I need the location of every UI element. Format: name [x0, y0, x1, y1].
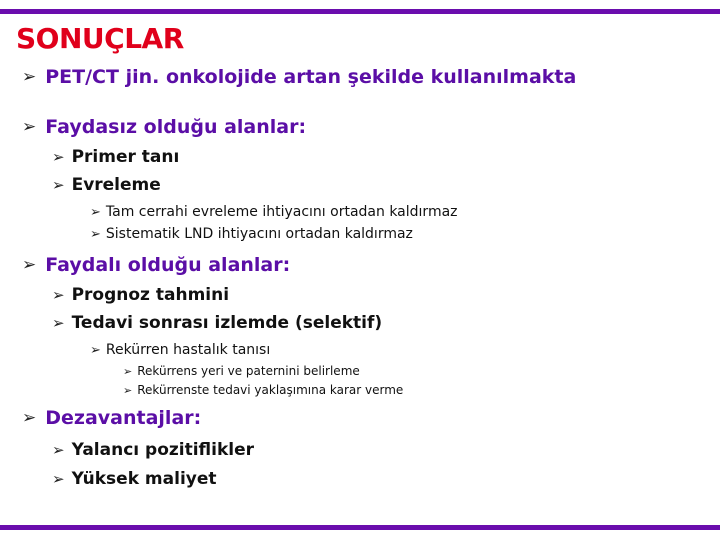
- bullet-text: Dezavantajlar:: [45, 407, 202, 429]
- bullet-text: PET/CT jin. onkolojide artan şekilde kullanılmakta: [45, 66, 577, 88]
- bullet-text: Faydalı olduğu alanlar:: [45, 254, 291, 276]
- bullet-evreleme: [52, 175, 161, 195]
- bullet-yalanci: [52, 440, 254, 460]
- bullet-sistematik-lnd: [90, 226, 413, 242]
- bullet-text: Yalancı pozitiflikler: [71, 440, 255, 460]
- bullet-text: Rekürrens yeri ve paternini belirleme: [137, 364, 360, 378]
- arrow-bullet-icon: ➢: [22, 67, 37, 87]
- bullet-rekurren: [90, 342, 270, 358]
- bullet-tam-cerrahi: [90, 204, 458, 220]
- slide-title: SONUÇLAR: [16, 22, 184, 55]
- bullet-text: Prognoz tahmini: [71, 285, 230, 305]
- arrow-bullet-icon: ➢: [123, 364, 133, 378]
- bullet-text: Evreleme: [71, 175, 161, 195]
- bullet-rekurrens-yeri: [123, 364, 360, 378]
- arrow-bullet-icon: ➢: [22, 408, 37, 428]
- bullet-prognoz: [52, 285, 229, 305]
- bullet-faydasiz: [22, 116, 306, 138]
- arrow-bullet-icon: ➢: [22, 117, 37, 137]
- bullet-primer-tani: [52, 147, 179, 167]
- bullet-text: Tam cerrahi evreleme ihtiyacını ortadan kaldırmaz: [105, 204, 458, 220]
- arrow-bullet-icon: ➢: [123, 383, 133, 397]
- bullet-text: Primer tanı: [71, 147, 180, 167]
- bullet-rekurrenste-tedavi: [123, 383, 403, 397]
- arrow-bullet-icon: ➢: [52, 286, 65, 304]
- arrow-bullet-icon: ➢: [52, 314, 65, 332]
- bullet-text: Rekürren hastalık tanısı: [105, 342, 271, 358]
- arrow-bullet-icon: ➢: [90, 226, 101, 242]
- bullet-dezavantajlar: [22, 407, 201, 429]
- bullet-tedavi-sonrasi: [52, 313, 382, 333]
- bullet-yuksek-maliyet: [52, 469, 217, 489]
- arrow-bullet-icon: ➢: [52, 148, 65, 166]
- bullet-text: Sistematik LND ihtiyacını ortadan kaldırmaz: [105, 226, 413, 242]
- bullet-pet-ct: [22, 66, 576, 88]
- bullet-text: Tedavi sonrası izlemde (selektif): [71, 313, 383, 333]
- bullet-text: Faydasız olduğu alanlar:: [45, 116, 307, 138]
- arrow-bullet-icon: ➢: [52, 441, 65, 459]
- arrow-bullet-icon: ➢: [52, 176, 65, 194]
- bottom-accent-bar: [0, 525, 720, 530]
- bullet-text: Yüksek maliyet: [71, 469, 217, 489]
- arrow-bullet-icon: ➢: [52, 470, 65, 488]
- arrow-bullet-icon: ➢: [22, 255, 37, 275]
- arrow-bullet-icon: ➢: [90, 342, 101, 358]
- bullet-text: Rekürrenste tedavi yaklaşımına karar verme: [137, 383, 404, 397]
- top-accent-bar: [0, 9, 720, 14]
- bullet-faydali: [22, 254, 290, 276]
- arrow-bullet-icon: ➢: [90, 204, 101, 220]
